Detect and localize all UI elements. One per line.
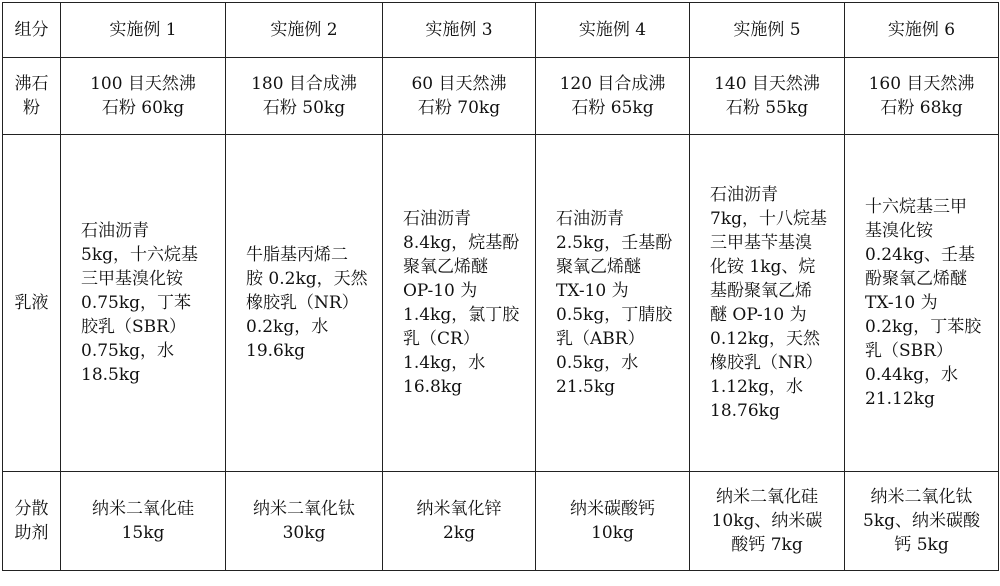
table-cell: 石油沥青 2.5kg，壬基酚 聚氧乙烯醚 TX-10 为 0.5kg，丁腈胶 乳（ABR） 0.5kg，水 21.5kg <box>536 135 690 472</box>
table-cell: 纳米碳酸钙 10kg <box>536 472 690 571</box>
table-cell: 120 目合成沸 石粉 65kg <box>536 58 690 135</box>
table-cell: 纳米氧化锌 2kg <box>383 472 536 571</box>
table-cell: 100 目天然沸 石粉 60kg <box>61 58 226 135</box>
table-cell: 十六烷基三甲 基溴化铵 0.24kg、壬基 酚聚氧乙烯醚 TX-10 为 0.2kg，丁苯胶 乳（SBR） 0.44kg，水 21.12kg <box>845 135 999 472</box>
table-cell: 60 目天然沸 石粉 70kg <box>383 58 536 135</box>
table-cell: 纳米二氧化硅 10kg、纳米碳 酸钙 7kg <box>690 472 845 571</box>
table-cell: 纳米二氧化钛 5kg、纳米碳酸 钙 5kg <box>845 472 999 571</box>
row-label-dispersant: 分散 助剂 <box>3 472 61 571</box>
table-row-dispersant <box>3 472 999 571</box>
table-cell: 160 目天然沸 石粉 68kg <box>845 58 999 135</box>
header-cell-component: 组分 <box>3 3 61 58</box>
header-cell-example-2: 实施例 2 <box>226 3 383 58</box>
header-cell-example-4: 实施例 4 <box>536 3 690 58</box>
table-cell: 牛脂基丙烯二 胺 0.2kg，天然 橡胶乳（NR） 0.2kg，水 19.6kg <box>226 135 383 472</box>
table-cell: 石油沥青 7kg，十八烷基 三甲基苄基溴 化铵 1kg、烷 基酚聚氧乙烯 醚 OP-10 为 0.12kg，天然 橡胶乳（NR） 1.12kg，水 18.76kg <box>690 135 845 472</box>
table-cell: 纳米二氧化钛 30kg <box>226 472 383 571</box>
header-cell-example-1: 实施例 1 <box>61 3 226 58</box>
header-cell-example-5: 实施例 5 <box>690 3 845 58</box>
composition-table <box>2 2 999 571</box>
header-cell-example-6: 实施例 6 <box>845 3 999 58</box>
table-cell: 石油沥青 8.4kg，烷基酚 聚氧乙烯醚 OP-10 为 1.4kg，氯丁胶 乳（CR） 1.4kg，水 16.8kg <box>383 135 536 472</box>
table-row-zeolite <box>3 58 999 135</box>
table-cell: 180 目合成沸 石粉 50kg <box>226 58 383 135</box>
header-cell-example-3: 实施例 3 <box>383 3 536 58</box>
table-cell: 140 目天然沸 石粉 55kg <box>690 58 845 135</box>
table-cell: 纳米二氧化硅 15kg <box>61 472 226 571</box>
header-row <box>3 3 999 58</box>
table-row-emulsion <box>3 135 999 472</box>
row-label-emulsion: 乳液 <box>3 135 61 472</box>
table-cell: 石油沥青 5kg，十六烷基 三甲基溴化铵 0.75kg，丁苯 胶乳（SBR） 0.75kg，水 18.5kg <box>61 135 226 472</box>
row-label-zeolite: 沸石 粉 <box>3 58 61 135</box>
